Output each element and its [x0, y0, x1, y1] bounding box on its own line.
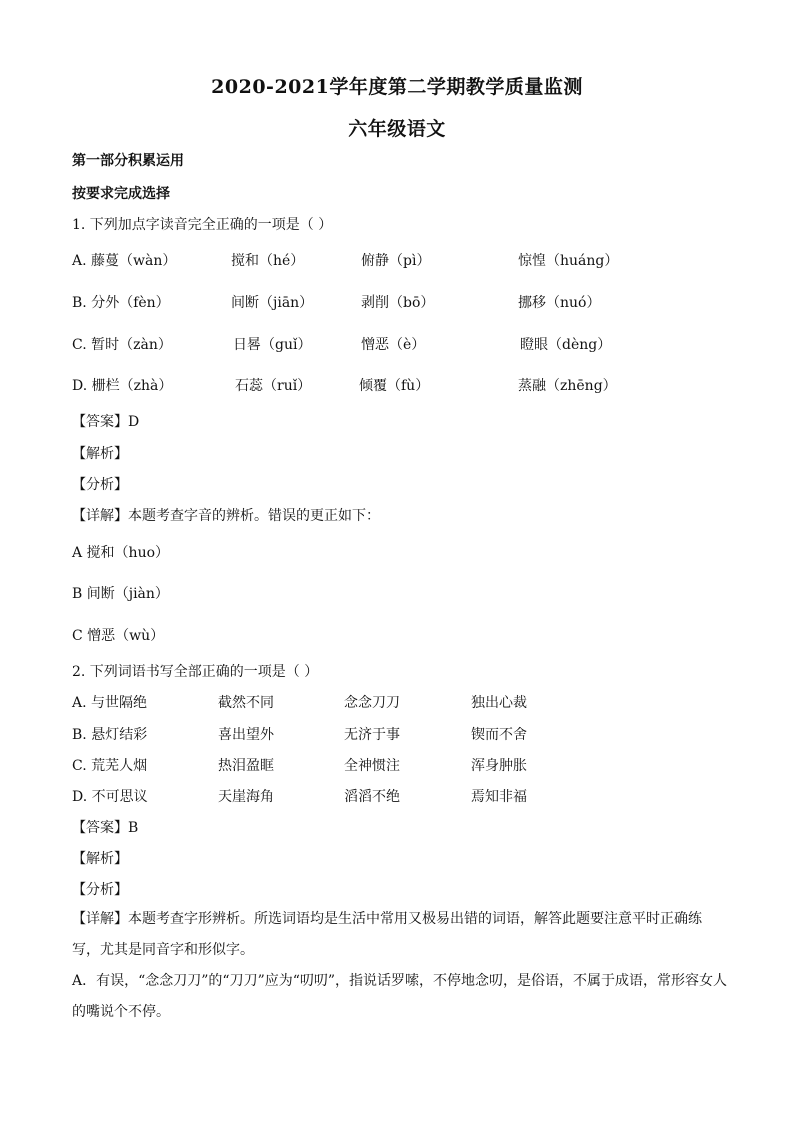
- q1-option-d-3: 倾覆（fù）: [359, 378, 430, 394]
- q2-option-d-3: 滔滔不绝: [344, 789, 400, 805]
- q2-option-d-1: D. 不可思议: [72, 789, 148, 805]
- q2-option-a-3: 念念刀刀: [344, 695, 400, 711]
- q2-option-a-1: A. 与世隔绝: [72, 695, 148, 711]
- q2-stem: 2. 下列词语书写全部正确的一项是（ ）: [72, 664, 319, 680]
- q2-option-c-1: C. 荒芜人烟: [72, 758, 148, 774]
- q2-option-b-1: B. 悬灯结彩: [72, 727, 148, 743]
- q1-detail: 【详解】本题考查字音的辨析。错误的更正如下：: [72, 508, 380, 524]
- q2-explain-a: A．有误，“念念刀刀”的“刀刀”应为“叨叨”，指说话罗嗦，不停地念叨，是俗语，不属于成语，常形容女人的嘴说个不停。: [72, 973, 728, 1020]
- q1-option-c-4: 瞪眼（dèng）: [520, 337, 612, 353]
- q1-option-a-3: 俯静（pì）: [361, 253, 431, 269]
- q1-correction-b: B 间断（jiàn）: [72, 586, 169, 602]
- q2-option-c-4: 浑身肿胀: [471, 758, 527, 774]
- q2-option-c-2: 热泪盈眶: [218, 758, 274, 774]
- q1-correction-c: C 憎恶（wù）: [72, 628, 165, 644]
- q2-option-a-2: 截然不同: [218, 695, 274, 711]
- q1-option-c-3: 憎恶（è）: [361, 337, 426, 353]
- q1-answer: 【答案】D: [72, 414, 140, 430]
- exam-title: 2020-2021学年度第二学期教学质量监测: [211, 76, 583, 98]
- section-part: 第一部分积累运用: [72, 153, 184, 169]
- q1-option-d-1: D. 栅栏（zhà）: [72, 378, 173, 394]
- q1-stem: 1. 下列加点字读音完全正确的一项是（ ）: [72, 217, 333, 233]
- q2-option-c-3: 全神惯注: [344, 758, 400, 774]
- q1-option-d-2: 石蕊（ruǐ）: [235, 378, 312, 394]
- q1-option-b-3: 剥削（bō）: [361, 295, 435, 311]
- section-instruction: 按要求完成选择: [72, 186, 170, 202]
- q1-option-d-4: 蒸融（zhēng）: [518, 378, 617, 394]
- q1-option-b-2: 间断（jiān）: [231, 295, 314, 311]
- q1-correction-a: A 搅和（huo）: [72, 545, 170, 561]
- q2-option-b-2: 喜出望外: [218, 727, 274, 743]
- q1-option-a-4: 惊惶（huáng）: [518, 253, 619, 269]
- exam-subtitle: 六年级语文: [348, 118, 446, 140]
- q1-analysis-heading: 【解析】: [72, 446, 128, 462]
- q2-option-d-2: 天崖海角: [218, 789, 274, 805]
- q1-option-b-4: 挪移（nuó）: [518, 295, 601, 311]
- q2-option-a-4: 独出心裁: [471, 695, 527, 711]
- q2-fenxi-heading: 【分析】: [72, 882, 128, 898]
- q2-option-b-4: 锲而不舍: [471, 727, 527, 743]
- q1-option-c-2: 日晷（guǐ）: [233, 337, 312, 353]
- q1-option-b-1: B. 分外（fèn）: [72, 295, 170, 311]
- q1-fenxi-heading: 【分析】: [72, 477, 128, 493]
- q1-option-a-2: 搅和（hé）: [231, 253, 305, 269]
- q2-option-b-3: 无济于事: [344, 727, 400, 743]
- q2-detail: 【详解】本题考查字形辨析。所选词语均是生活中常用又极易出错的词语，解答此题要注意平时正确练写，尤其是同音字和形似字。: [72, 911, 702, 958]
- q2-option-d-4: 焉知非福: [471, 789, 527, 805]
- q2-analysis-heading: 【解析】: [72, 851, 128, 867]
- q1-option-a-1: A. 藤蔓（wàn）: [72, 253, 177, 269]
- q1-option-c-1: C. 暂时（zàn）: [72, 337, 172, 353]
- q2-answer: 【答案】B: [72, 820, 139, 836]
